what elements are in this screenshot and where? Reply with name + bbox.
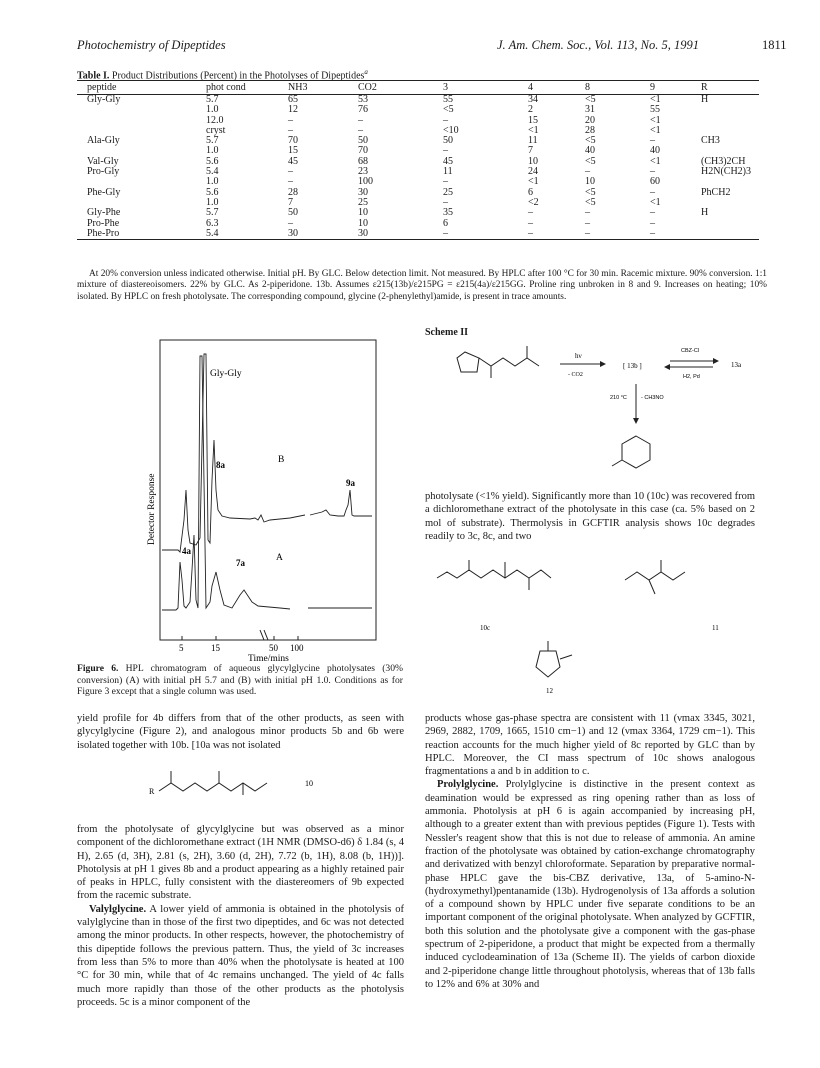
table-cell: –	[443, 196, 448, 208]
table-cell: 1.0	[206, 176, 219, 188]
table-cell: –	[288, 217, 293, 229]
table-cell	[701, 219, 759, 229]
table-cell: <5	[585, 186, 596, 198]
table-row	[77, 157, 759, 167]
table-cell: 1.0	[206, 145, 219, 157]
table-cell: 15	[288, 145, 298, 157]
table-cell: 1.0	[206, 196, 219, 208]
x-axis-label: Time/mins	[248, 654, 289, 664]
table-cell: <1	[650, 155, 661, 167]
structure-10	[145, 763, 345, 818]
table-footnotes: At 20% conversion unless indicated otherwise. Initial pH. By GLC. Below detection limit. Not measured. By HPLC after 100 °C for 30 min. Racemic mixture. 90% conversion. 1:1 mixture of diastereoisomers. 22% by GLC. As 2-piperidone. 13b. Assumes ε215(13b)/ε215PG = ε215(4a)/ε215GG. Proline ring unbroken in 8 and 9. Increases on heating; 10% isolated. By HPLC on fresh photolysate. The corresponding compound, glycine (2-phenylethyl)amide, is present in trace amounts.	[77, 269, 767, 302]
column-header: R	[701, 81, 759, 95]
scheme-ii	[425, 338, 765, 488]
table-cell: 23	[358, 166, 368, 178]
table-cell: –	[443, 145, 448, 157]
label-cbz: CBZ-Cl	[681, 348, 700, 354]
table-cell: H2N(CH2)3	[701, 166, 751, 178]
table-cell: 31	[585, 104, 595, 116]
axis-break	[260, 630, 264, 640]
right-column-top	[425, 490, 755, 543]
table-cell: –	[443, 229, 528, 240]
label-minus-co2: - CO2	[568, 372, 583, 378]
column-header: CO2	[358, 81, 443, 95]
pyrrolidine-ring	[457, 352, 479, 372]
plot-frame	[160, 340, 376, 640]
structure-10-chain	[159, 783, 267, 791]
product-table	[77, 80, 759, 240]
arrow-head	[664, 364, 670, 370]
table-cell: –	[443, 176, 448, 188]
table-cell: –	[443, 114, 448, 126]
label-trace-a: A	[276, 553, 283, 563]
left-paragraph-1: yield profile for 4b differs from that of the other products, as seen with glycylglycine (Figure 2), and analogous minor products 5b and 6b were isolated together with 10b. [10a was not isolated	[77, 713, 404, 751]
table-cell: H	[701, 207, 709, 219]
left-paragraph-3	[77, 903, 404, 1009]
table-cell: 25	[358, 196, 368, 208]
table-cell: 5.4	[206, 229, 288, 240]
table-cell: –	[650, 186, 655, 198]
table-cell: 6.3	[206, 217, 219, 229]
table-cell: 76	[358, 104, 368, 116]
table-cell: <1	[650, 124, 661, 136]
table-cell: 35	[443, 207, 453, 219]
label-r: R	[149, 787, 155, 796]
arrow-head	[633, 418, 639, 424]
table-cell: –	[585, 166, 590, 178]
column-header: 9	[650, 81, 701, 95]
running-header-journal: J. Am. Chem. Soc., Vol. 113, No. 5, 1991	[497, 38, 699, 52]
table-cell: 6	[528, 186, 533, 198]
table-cell: <5	[585, 94, 596, 105]
table-cell: 100	[358, 176, 373, 188]
table-cell: 1.0	[206, 104, 219, 116]
structure-11-chain	[625, 572, 685, 580]
axis-break	[264, 630, 268, 640]
bond	[649, 580, 655, 594]
table-cell: 5.7	[206, 94, 219, 105]
table-cell: 30	[288, 229, 358, 240]
label-h2pd: H2, Pd	[683, 374, 700, 380]
table-cell: 12	[288, 104, 298, 116]
label-structure-11: 11	[712, 624, 719, 632]
table-cell: –	[650, 135, 655, 147]
table-cell: <1	[650, 196, 661, 208]
table-cell: <5	[585, 196, 596, 208]
table-cell: 12.0	[206, 114, 224, 126]
structures-10c-11	[425, 548, 755, 632]
table-cell: Gly-Gly	[87, 94, 121, 105]
table-cell: 5.4	[206, 166, 219, 178]
table-cell: 7	[528, 145, 533, 157]
column-header: peptide	[77, 81, 206, 95]
label-structure-12: 12	[546, 687, 553, 695]
label-4a: 4a	[182, 546, 191, 556]
table-cell: <2	[528, 196, 539, 208]
column-header: phot cond	[206, 81, 288, 95]
table-cell: 50	[358, 135, 368, 147]
table-cell: 70	[288, 135, 298, 147]
table-title: Table I. Product Distributions (Percent) in the Photolyses of Dipeptides$^a$	[77, 68, 368, 82]
table-cell: 70	[358, 145, 368, 157]
table-cell: Phe-Pro	[77, 229, 206, 240]
table-cell: 20	[585, 114, 595, 126]
table-row	[77, 208, 759, 218]
structure-12	[520, 635, 600, 705]
left-column-bottom	[77, 823, 404, 1009]
table-cell: 30	[358, 229, 443, 240]
table-cell: <1	[528, 124, 539, 136]
arrow-head	[713, 358, 719, 364]
table-cell: –	[288, 114, 293, 126]
table-title-text: Product Distributions (Percent) in the Photolyses of Dipeptides	[111, 70, 365, 82]
table-cell: –	[528, 207, 533, 219]
table-cell: <5	[585, 135, 596, 147]
table-cell: –	[585, 217, 590, 229]
table-cell: –	[585, 229, 650, 240]
table-cell: 55	[443, 94, 453, 105]
table-cell: 10	[585, 176, 595, 188]
table-cell: Ala-Gly	[87, 135, 120, 147]
table-cell	[701, 229, 759, 240]
left-paragraph-3-text: A lower yield of ammonia is obtained in the photolysis of valylglycine than in those of the first two dipeptides, and 6c was not detected among the minor products. In other respects, however, the photochemistry of this dipeptide follows the previous pattern. Thus, the yield of 3c increases from less than 5% to more than 40% when the photolysate is heated at 100 °C for 30 min, while that of 4c remains unchanged. The yield of 4c falls much more rapidly than those of the other products as the photolysis proceeds. 5c is a minor component of the	[77, 903, 404, 1008]
label-hv: hν	[575, 352, 582, 360]
table-cell: <1	[528, 176, 539, 188]
table-cell	[77, 116, 206, 126]
table-cell: –	[358, 124, 363, 136]
scheme-title: Scheme II	[425, 327, 469, 338]
table-cell: Pro-Phe	[87, 217, 120, 229]
table-cell: 25	[443, 186, 453, 198]
table-cell: 10	[528, 155, 538, 167]
running-header-title: Photochemistry of Dipeptides	[77, 38, 226, 52]
table-cell	[701, 198, 759, 208]
table-cell: 5.6	[206, 186, 219, 198]
right-paragraph-3-text: Prolylglycine is distinctive in the present context as deamination would be expressed as ring opening rather than as loss of ammonia. Photolysis at pH 6 is again accompanied by increasing pH, although to a greater extent than with previous peptides (Figure 1). Tests with Nessler's reagent show that this is not due to release of ammonia. An amine fraction of the photolysate was obtained by cation-exchange chromatography and derivatized with benzyl chloroformate. Separation by preparative normal-phase HPLC gave the bis-CBZ derivative, 13a, of 5-amino-N-(hydroxymethyl)pentanamide (13b). Hydrogenolysis of 13a affords a solution of a compound shown by HPLC under five separate conditions to be an important component of the original photolysate. When analyzed by GCFTIR, both this solution and the photolysate give a component with the gas-phase spectrum of 2-piperidone, a product that might be expected from a thermally induced cyclodeamination of 13a (Scheme II). The yields of carbon dioxide and 2-piperidone change little throughout photolysis, whereas that of 13b falls to 12% and 6% at 30% and	[425, 779, 755, 990]
table-cell: 7	[288, 196, 293, 208]
table-cell: –	[288, 176, 293, 188]
table-cell: 45	[288, 155, 298, 167]
table-cell: –	[528, 229, 585, 240]
imidazolidinone-ring	[536, 651, 560, 677]
section-head-valylglycine: Valylglycine.	[89, 903, 147, 915]
bond	[612, 460, 622, 466]
structure-10c-chain	[437, 570, 551, 578]
right-paragraph-3	[425, 778, 755, 991]
section-head-prolylglycine: Prolylglycine.	[437, 779, 499, 791]
table-cell: –	[288, 166, 293, 178]
table-cell: 65	[288, 94, 298, 105]
table-cell: –	[528, 217, 533, 229]
label-structure-10c: 10c	[480, 624, 491, 632]
table-row	[77, 177, 759, 187]
trace-b	[162, 354, 372, 552]
table-cell: –	[650, 166, 655, 178]
x-tick-label: 15	[211, 643, 220, 653]
table-header-row	[77, 81, 759, 95]
table-cell: 5.6	[206, 155, 219, 167]
table-cell: <5	[443, 104, 454, 116]
figure-6-chromatogram	[140, 340, 410, 664]
table-cell: 5.7	[206, 135, 219, 147]
y-axis-label: Detector Response	[147, 473, 157, 545]
table-cell: Val-Gly	[87, 155, 119, 167]
figure-6-caption-text: HPL chromatogram of aqueous glycylglycine photolysates (30% conversion) (A) with initial pH 5.7 and (B) with initial pH 1.0. Conditions as for Figure 3 except that a single column was used.	[77, 663, 403, 698]
table-cell	[701, 116, 759, 126]
piperidone-ring	[622, 436, 650, 468]
label-8a: 8a	[216, 460, 225, 470]
table-cell: 50	[288, 207, 298, 219]
table-cell: 40	[585, 145, 595, 157]
table-row	[77, 229, 759, 240]
table-row	[77, 126, 759, 136]
table-cell: 2	[528, 104, 533, 116]
left-column-top	[77, 712, 404, 752]
table-label: Table I.	[77, 70, 110, 82]
table-cell: 11	[443, 166, 453, 178]
column-header: 4	[528, 81, 585, 95]
label-13a: 13a	[731, 361, 742, 369]
table-cell: H	[701, 94, 709, 105]
label-heat: 210 °C	[610, 395, 627, 401]
table-cell: Pro-Gly	[87, 166, 120, 178]
label-7a: 7a	[236, 558, 245, 568]
dipeptide-chain	[479, 358, 539, 366]
table-cell: Phe-Gly	[87, 186, 121, 198]
table-cell: 40	[650, 145, 660, 157]
label-9a: 9a	[346, 478, 355, 488]
label-structure-10: 10	[305, 779, 313, 788]
table-cell: 28	[585, 124, 595, 136]
table-cell: (CH3)2CH	[701, 155, 746, 167]
label-13b-box: [ 13b ]	[623, 362, 642, 370]
table-cell: 15	[528, 114, 538, 126]
table-cell: 10	[358, 207, 368, 219]
table-cell: 24	[528, 166, 538, 178]
figure-6-caption-label: Figure 6.	[77, 663, 119, 674]
table-cell: 10	[358, 217, 368, 229]
table-cell: <1	[650, 94, 661, 105]
table-cell: 50	[443, 135, 453, 147]
table-cell: 28	[288, 186, 298, 198]
column-header: 8	[585, 81, 650, 95]
table-cell: Gly-Phe	[87, 207, 121, 219]
arrow-head	[600, 361, 606, 367]
table-cell: 45	[443, 155, 453, 167]
table-row	[77, 198, 759, 208]
table-cell: <1	[650, 114, 661, 126]
label-minus-ch3no: - CH3NO	[641, 395, 664, 401]
table-cell	[701, 105, 759, 115]
table-cell: 11	[528, 135, 538, 147]
table-cell: 60	[650, 176, 660, 188]
label-trace-b: B	[278, 455, 285, 465]
table-cell: –	[288, 124, 293, 136]
right-column-bottom	[425, 712, 755, 991]
x-tick-label: 50	[269, 643, 278, 653]
figure-6-caption	[77, 663, 403, 698]
table-cell: 30	[358, 186, 368, 198]
column-header: 3	[443, 81, 528, 95]
table-cell: <10	[443, 124, 459, 136]
table-cell: –	[585, 207, 590, 219]
page-number: 1811	[762, 38, 787, 52]
x-tick-label: 100	[290, 643, 304, 653]
column-header: NH3	[288, 81, 358, 95]
table-cell: 68	[358, 155, 368, 167]
label-gly-gly: Gly-Gly	[210, 369, 242, 379]
right-paragraph-1: photolysate (<1% yield). Significantly more than 10 (10c) was recovered from a dichloromethane extract of the photolysate in this case (ca. 5% based on 2 mol of substrate). Thermolysis in GCFTIR analysis shows 10c degrades readily to 3c, 8c, and two	[425, 491, 755, 542]
table-row	[77, 219, 759, 229]
table-cell: PhCH2	[701, 186, 731, 198]
table-cell: –	[650, 207, 655, 219]
table-cell: 53	[358, 94, 368, 105]
right-paragraph-2: products whose gas-phase spectra are consistent with 11 (νmax 3345, 3021, 2969, 2882, 1709, 1665, 1510 cm−1) and 12 (νmax 3364, 1729 cm−1). This reaction accounts for the much higher yield of 8c reported by GLC than by HPLC. Moreover, the CI mass spectrum of 10c shows analogous fragmentations a and b in addition to c.	[425, 713, 755, 778]
table-cell: –	[650, 229, 701, 240]
table-cell: <5	[585, 155, 596, 167]
table-cell: 6	[443, 217, 448, 229]
table-cell: 34	[528, 94, 538, 105]
table-cell: 5.7	[206, 207, 219, 219]
table-cell: 55	[650, 104, 660, 116]
bond	[560, 655, 572, 659]
x-tick-label: 5	[179, 643, 184, 653]
trace-a	[162, 356, 372, 610]
table-cell: cryst	[206, 124, 226, 136]
table-cell: –	[358, 114, 363, 126]
left-paragraph-2: from the photolysate of glycylglycine but was observed as a minor component of the dichloromethane extract (1H NMR (DMSO-d6) δ 1.84 (s, 4 H), 2.65 (d, 3H), 2.81 (s, 2H), 3.60 (d, 2H), 7.72 (b, 1H), 8.08 (b, 1H))]. Photolysis at pH 1 gives 8b and a product appearing as a highly retained pair of peaks in HPLC, fully consistent with the diastereomers of 9b expected from the racemic substrate.	[77, 824, 404, 902]
table-cell	[77, 105, 206, 115]
table-cell: CH3	[701, 135, 720, 147]
table-cell: –	[650, 217, 655, 229]
